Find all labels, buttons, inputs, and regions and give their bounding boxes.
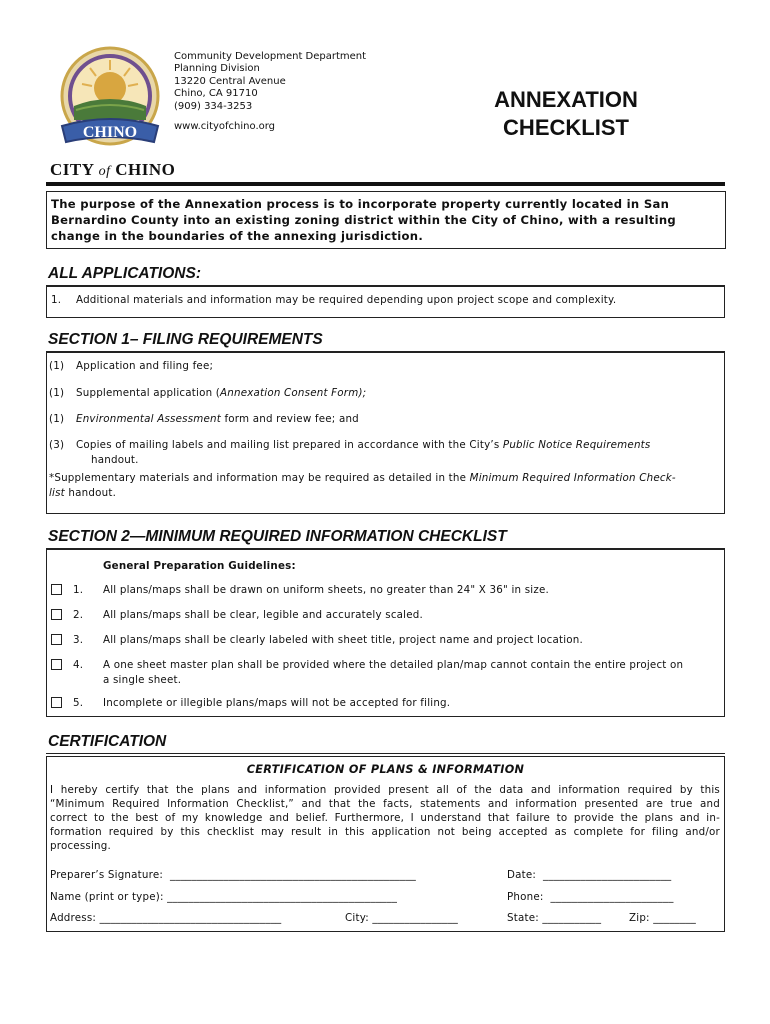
certification-box (46, 756, 725, 932)
all-applications-heading: ALL APPLICATIONS: (48, 265, 201, 282)
qty: (1) (49, 387, 65, 399)
date-field[interactable]: Date: ________________________ (507, 869, 672, 881)
document-title: ANNEXATION CHECKLIST (494, 87, 638, 140)
checkbox-icon[interactable] (51, 634, 62, 645)
street-address: 13220 Central Avenue (174, 75, 286, 87)
checklist-item-text-cont: a single sheet. (103, 674, 182, 686)
qty: (3) (49, 439, 65, 451)
section2-heading: SECTION 2—MINIMUM REQUIRED INFORMATION CHECKLIST (48, 528, 507, 545)
certification-statement: I hereby certify that the plans and information provided present all of the data and information required by this “Minimum Required Information Checklist,” and that the facts, statements and information presented are true and correct to the best of my knowledge and belief. Furthermore, I understand that failure to provide the plans and in- formation required by this checklist may result in this application not being accepted as complete for filing and/or processing. (50, 784, 720, 852)
name-field[interactable]: Name (print or type): ___________________________________________ (50, 891, 398, 903)
item-number: 2. (73, 609, 84, 621)
address-block (174, 51, 366, 133)
certification-subheading: CERTIFICATION OF PLANS & INFORMATION (246, 763, 525, 776)
item-number: 1. (51, 294, 62, 306)
checklist-box (46, 549, 725, 717)
requirement-text: Copies of mailing labels and mailing list prepared in accordance with the City’s Public Notice Requirements (76, 439, 651, 451)
website-link[interactable]: www.cityofchino.org (174, 121, 276, 133)
checkbox-icon[interactable] (51, 609, 62, 620)
checklist-item-text: All plans/maps shall be clearly labeled with sheet title, project name and project location. (103, 634, 583, 646)
section1-heading: SECTION 1– FILING REQUIREMENTS (48, 331, 323, 348)
department-name: Community Development Department (174, 51, 367, 62)
supplementary-note-cont: list handout. (49, 487, 117, 499)
item-number: 4. (73, 659, 84, 671)
section-rule (46, 753, 725, 754)
phone-number: (909) 334-3253 (174, 100, 253, 112)
item-number: 5. (73, 697, 84, 709)
division-name: Planning Division (174, 63, 260, 75)
header-divider (46, 182, 725, 186)
checkbox-icon[interactable] (51, 584, 62, 595)
item-number: 3. (73, 634, 84, 646)
certification-heading: CERTIFICATION (48, 733, 167, 750)
city-name: CITY of CHINO (50, 160, 176, 179)
qty: (1) (49, 360, 65, 372)
checkbox-icon[interactable] (51, 697, 62, 708)
logo-text: CHINO (82, 124, 138, 141)
requirement-text-cont: handout. (91, 454, 139, 466)
requirement-text: Application and filing fee; (76, 360, 214, 372)
state-field[interactable]: State: ___________ (507, 912, 602, 924)
checklist-item-text: A one sheet master plan shall be provided where the detailed plan/map cannot contain the entire project on (103, 659, 684, 671)
purpose-statement: The purpose of the Annexation process is to incorporate property currently located in San Bernardino County into an existing zoning district within the City of Chino, with a resulting change in the boundaries of the annexing jurisdiction. (46, 191, 726, 249)
city-logo (54, 44, 166, 156)
city-seal-icon (54, 44, 166, 156)
city-field[interactable]: City: ________________ (345, 912, 458, 924)
checkbox-icon[interactable] (51, 659, 62, 670)
item-number: 1. (73, 584, 84, 596)
checklist-item-text: All plans/maps shall be clear, legible and accurately scaled. (103, 609, 423, 621)
supplementary-note: *Supplementary materials and information may be required as detailed in the Minimum Required Information Check- (49, 472, 676, 484)
address-field[interactable]: Address: __________________________________ (50, 912, 282, 924)
checklist-item-text: Incomplete or illegible plans/maps will not be accepted for filing. (103, 697, 451, 709)
filing-requirements-box (46, 352, 725, 514)
guidelines-subheading: General Preparation Guidelines: (103, 560, 296, 572)
item-text: Additional materials and information may be required depending upon project scope and complexity. (76, 294, 617, 306)
checklist-item-text: All plans/maps shall be drawn on uniform sheets, no greater than 24" X 36" in size. (103, 584, 549, 596)
requirement-text: Supplemental application (Annexation Consent Form); (76, 387, 367, 399)
signature-field[interactable]: Preparer’s Signature: ______________________________________________ (50, 869, 417, 881)
zip-field[interactable]: Zip: ________ (629, 912, 697, 924)
requirement-text: Environmental Assessment form and review fee; and (76, 413, 359, 425)
city-state-zip: Chino, CA 91710 (174, 88, 258, 100)
phone-field[interactable]: Phone: _______________________ (507, 891, 674, 903)
qty: (1) (49, 413, 65, 425)
all-applications-box (46, 286, 725, 318)
